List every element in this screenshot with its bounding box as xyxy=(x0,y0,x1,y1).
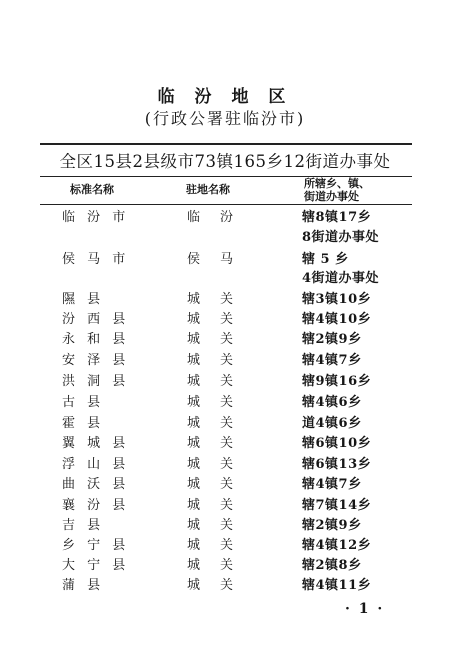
jurisdiction-info: 辖2镇9乡 xyxy=(302,332,362,347)
jurisdiction-info: 8街道办事处 xyxy=(302,230,380,245)
jurisdiction-info: 辖8镇17乡 xyxy=(302,210,372,225)
jurisdiction-info: 辖2镇8乡 xyxy=(302,558,362,573)
seat-name: 侯马 xyxy=(187,252,254,267)
table-row xyxy=(0,353,450,373)
seat-name: 城关 xyxy=(187,395,254,410)
table-row xyxy=(0,292,450,312)
jurisdiction-info: 辖4镇7乡 xyxy=(302,477,362,492)
county-name: 吉 县 xyxy=(62,518,105,533)
county-name: 襄 汾 县 xyxy=(62,498,130,513)
seat-name: 城关 xyxy=(187,538,254,553)
seat-name: 临汾 xyxy=(187,210,254,225)
table-row xyxy=(0,518,450,538)
jurisdiction-info: 辖7镇14乡 xyxy=(302,498,372,513)
table-row xyxy=(0,538,450,558)
table-row xyxy=(0,252,450,272)
jurisdiction-info: 辖4镇11乡 xyxy=(302,578,372,593)
table-row xyxy=(0,271,450,291)
county-name: 乡 宁 县 xyxy=(62,538,130,553)
jurisdiction-info: 辖 5 乡 xyxy=(302,252,349,267)
county-name: 古 县 xyxy=(62,395,105,410)
header-jurisdiction-line1: 所辖乡、镇、 xyxy=(304,177,370,190)
seat-name: 城关 xyxy=(187,457,254,472)
jurisdiction-info: 4街道办事处 xyxy=(302,271,380,286)
jurisdiction-info: 辖2镇9乡 xyxy=(302,518,362,533)
jurisdiction-info: 辖4镇7乡 xyxy=(302,353,362,368)
jurisdiction-info: 辖4镇6乡 xyxy=(302,395,362,410)
region-summary: 全区15县2县级市73镇165乡12街道办事处 xyxy=(59,152,391,171)
table-row xyxy=(0,374,450,394)
table-row xyxy=(0,332,450,352)
jurisdiction-info: 辖6镇13乡 xyxy=(302,457,372,472)
jurisdiction-info: 辖9镇16乡 xyxy=(302,374,372,389)
seat-name: 城关 xyxy=(187,518,254,533)
seat-name: 城关 xyxy=(187,332,254,347)
table-row xyxy=(0,395,450,415)
seat-name: 城关 xyxy=(187,374,254,389)
seat-name: 城关 xyxy=(187,436,254,451)
table-row xyxy=(0,210,450,230)
jurisdiction-info: 辖4镇12乡 xyxy=(302,538,372,553)
county-name: 永 和 县 xyxy=(62,332,130,347)
seat-name: 城关 xyxy=(187,477,254,492)
jurisdiction-info: 辖3镇10乡 xyxy=(302,292,372,307)
seat-name: 城关 xyxy=(187,292,254,307)
table-row xyxy=(0,416,450,436)
county-name: 安 泽 县 xyxy=(62,353,130,368)
table-row xyxy=(0,477,450,497)
seat-name: 城关 xyxy=(187,498,254,513)
table-row xyxy=(0,312,450,332)
table-row xyxy=(0,436,450,456)
seat-name: 城关 xyxy=(187,353,254,368)
header-seat: 驻地名称 xyxy=(186,183,230,196)
table-row xyxy=(0,578,450,598)
county-name: 曲 沃 县 xyxy=(62,477,130,492)
table-row xyxy=(0,558,450,578)
county-name: 临 汾 市 xyxy=(62,210,130,225)
county-name: 洪 洞 县 xyxy=(62,374,130,389)
page-subtitle: (行政公署驻临汾市) xyxy=(144,109,306,128)
header-jurisdiction-line2: 街道办事处 xyxy=(304,190,359,203)
seat-name: 城关 xyxy=(187,416,254,431)
seat-name: 城关 xyxy=(187,558,254,573)
county-name: 霍 县 xyxy=(62,416,105,431)
page-number: · 1 · xyxy=(345,601,385,617)
table-row xyxy=(0,230,450,250)
county-name: 侯 马 市 xyxy=(62,252,130,267)
top-rule xyxy=(40,143,412,145)
header-name: 标准名称 xyxy=(70,183,114,196)
county-name: 大 宁 县 xyxy=(62,558,130,573)
table-row xyxy=(0,498,450,518)
header-rule xyxy=(40,204,412,205)
page-title: 临 汾 地 区 xyxy=(157,87,293,107)
county-name: 翼 城 县 xyxy=(62,436,130,451)
county-name: 蒲 县 xyxy=(62,578,105,593)
county-name: 隰 县 xyxy=(62,292,105,307)
jurisdiction-info: 辖6镇10乡 xyxy=(302,436,372,451)
jurisdiction-info: 道4镇6乡 xyxy=(302,416,362,431)
jurisdiction-info: 辖4镇10乡 xyxy=(302,312,372,327)
county-name: 浮 山 县 xyxy=(62,457,130,472)
seat-name: 城关 xyxy=(187,312,254,327)
county-name: 汾 西 县 xyxy=(62,312,130,327)
table-row xyxy=(0,457,450,477)
seat-name: 城关 xyxy=(187,578,254,593)
